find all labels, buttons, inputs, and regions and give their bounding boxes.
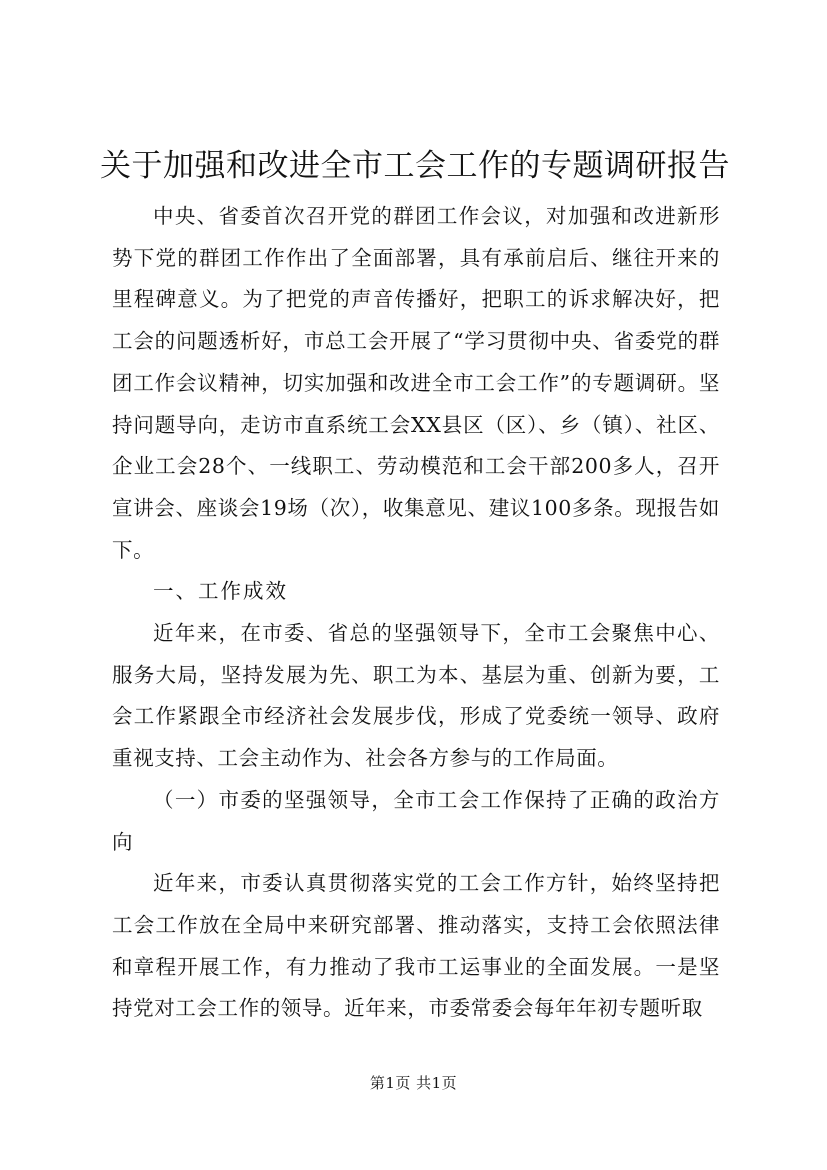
document-body: [112, 196, 720, 1030]
paragraph-intro: 中央、省委首次召开党的群团工作会议，对加强和改进新形势下党的群团工作作出了全面部署，具有承前启后、继往开来的里程碑意义。为了把党的声音传播好，把职工的诉求解决好，把工会的问题透析好，市总工会开展了“学习贯彻中央、省委党的群团工作会议精神，切实加强和改进全市工会工作”的专题调研。坚持问题导向，走访市直系统工会XX县区（区）、乡（镇）、社区、企业工会28个、一线职工、劳动模范和工会干部200多人，召开宣讲会、座谈会19场（次），收集意见、建议100多条。现报告如下。: [112, 204, 720, 562]
paragraph-overview: 近年来，在市委、省总的坚强领导下，全市工会聚焦中心、服务大局，坚持发展为先、职工为本、基层为重、创新为要，工会工作紧跟全市经济社会发展步伐，形成了党委统一领导、政府重视支持、工会主动作为、社会各方参与的工作局面。: [112, 621, 720, 771]
page-footer: 第1页 共1页: [369, 1074, 458, 1092]
section-heading-work-results: 一、工作成效: [153, 579, 288, 604]
subsection-heading-leadership: （一）市委的坚强领导，全市工会工作保持了正确的政治方向: [112, 787, 720, 854]
document-title: 关于加强和改进全市工会工作的专题调研报告: [100, 148, 730, 184]
paragraph-leadership: 近年来，市委认真贯彻落实党的工会工作方针，始终坚持把工会工作放在全局中来研究部署、推动落实，支持工会依照法律和章程开展工作，有力推动了我市工运事业的全面发展。一是坚持党对工会工作的领导。近年来，市委常委会每年年初专题听取: [112, 871, 720, 1021]
